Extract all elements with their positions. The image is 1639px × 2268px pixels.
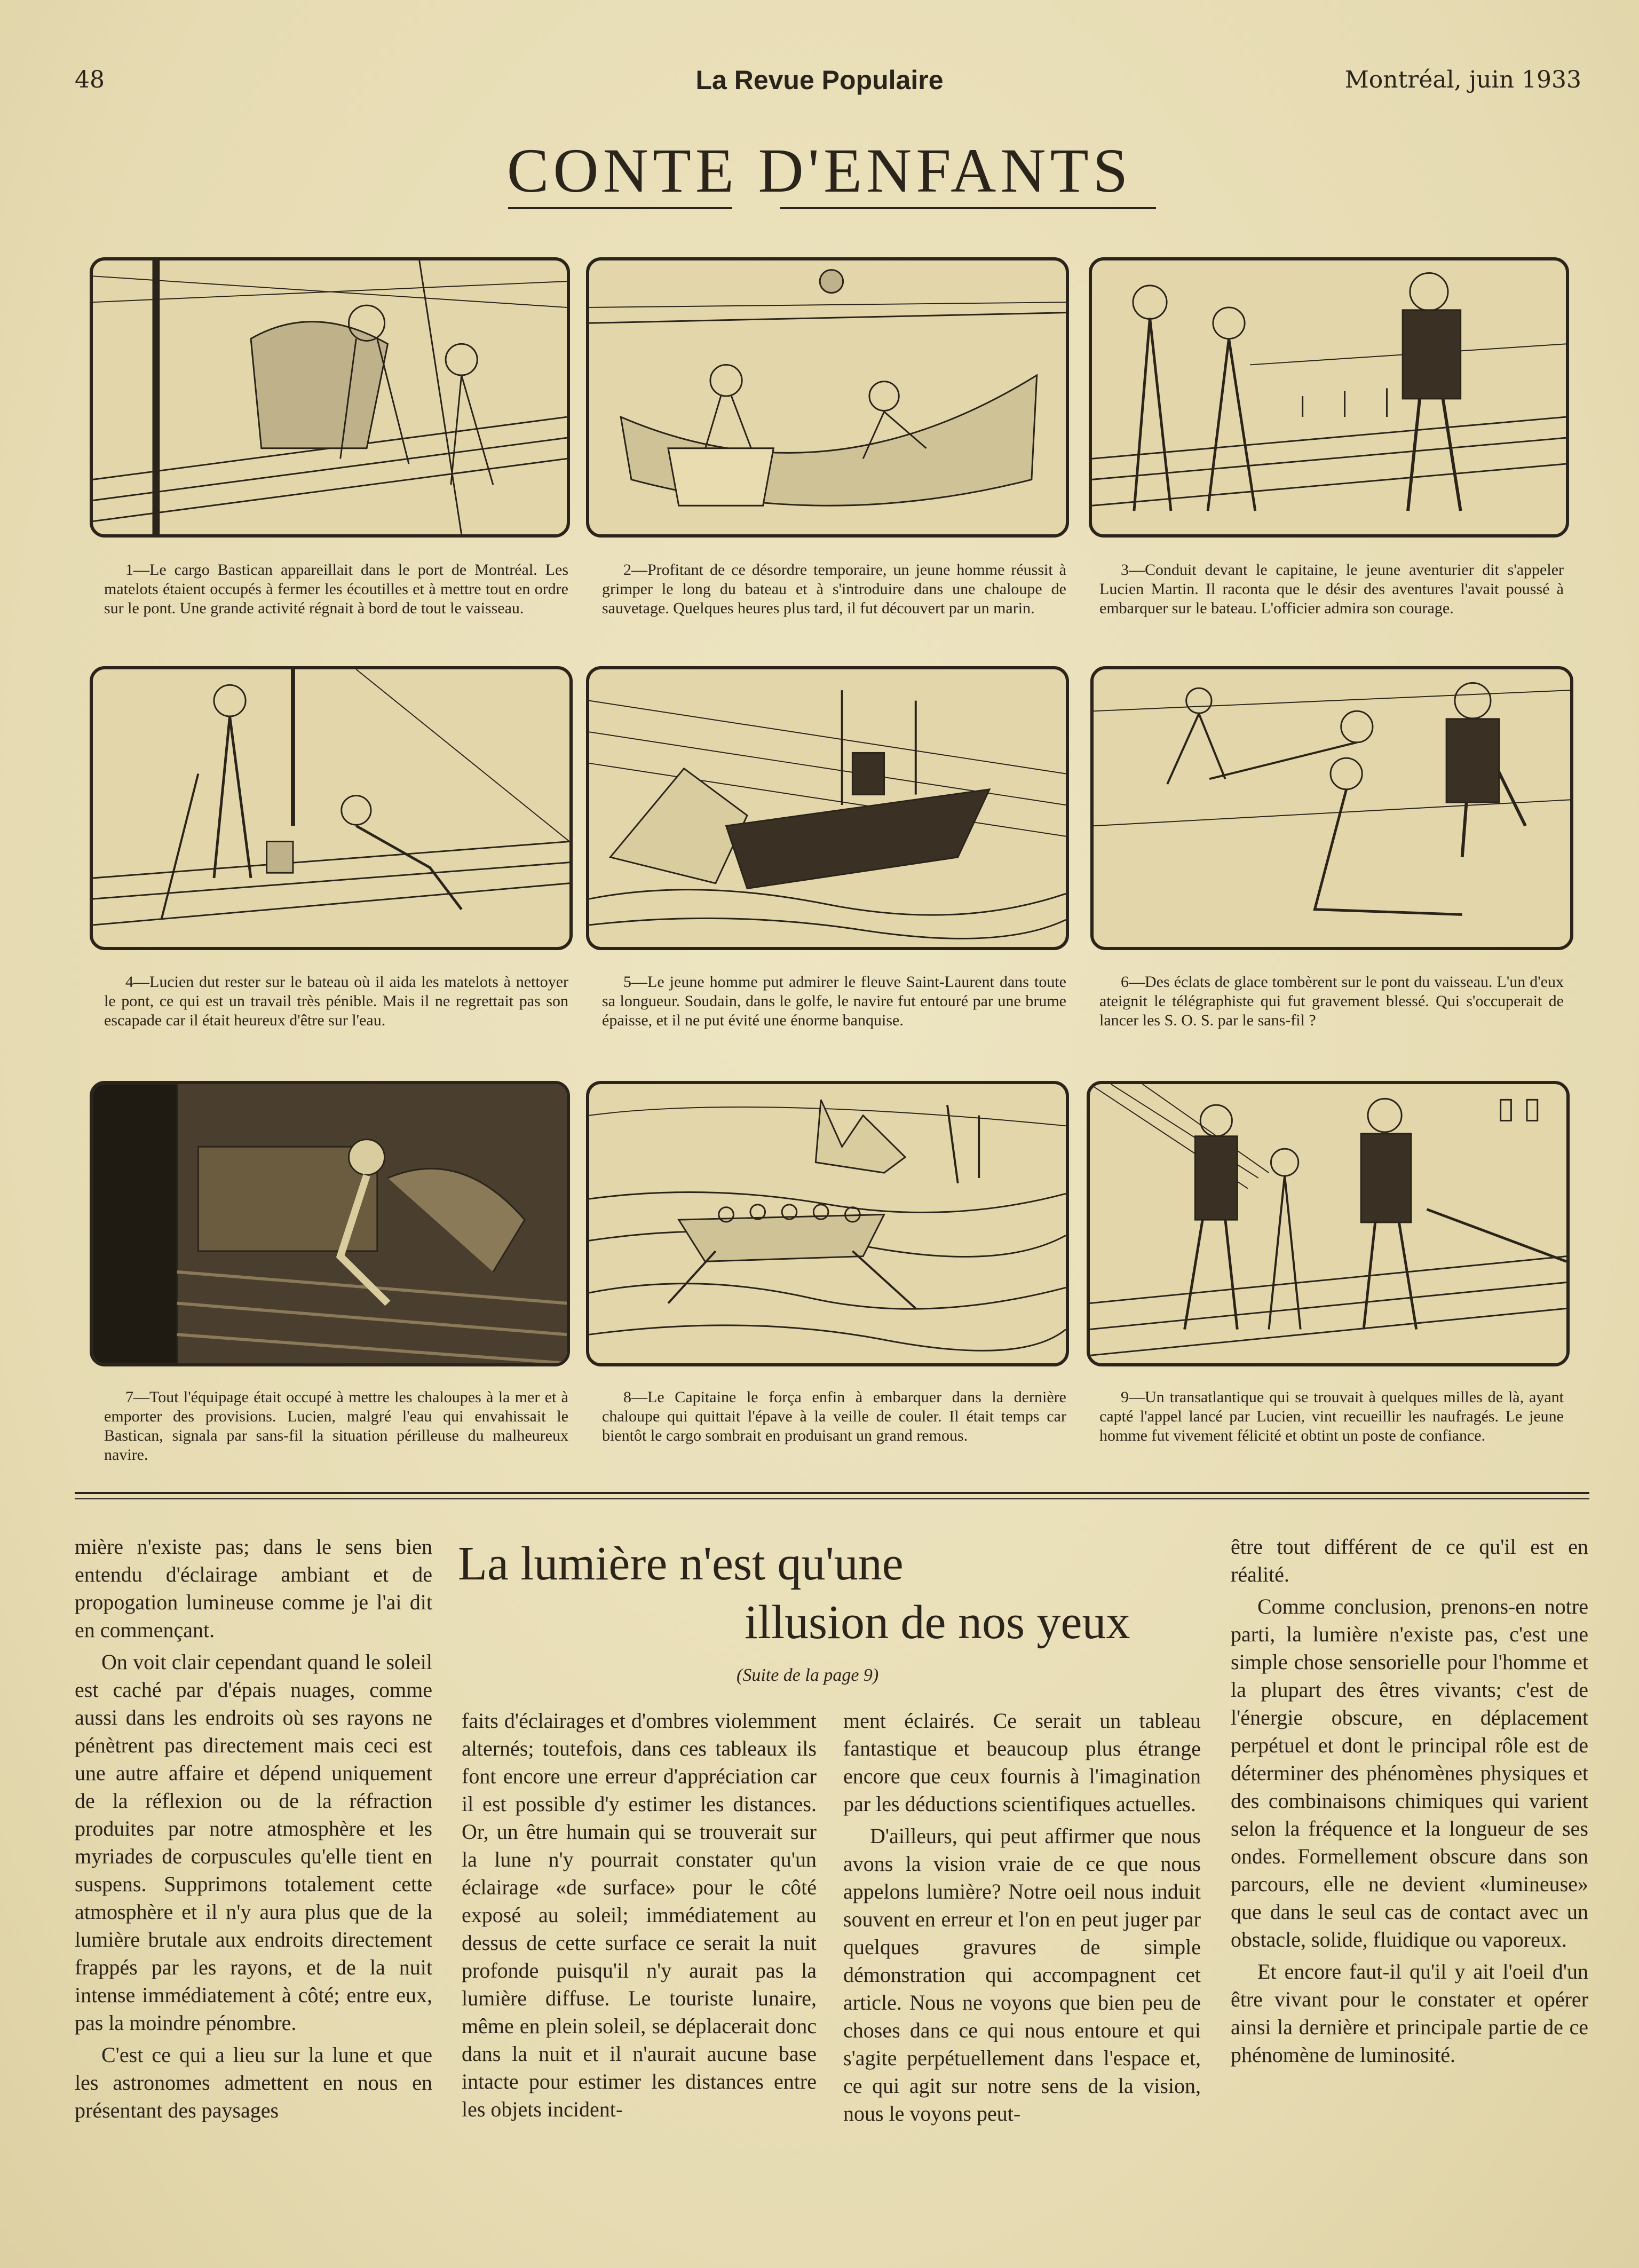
title-underline-left bbox=[508, 207, 732, 209]
illustration-captain-meeting bbox=[1092, 260, 1566, 534]
paragraph: être tout différent de ce qu'il est en réalité. bbox=[1231, 1535, 1588, 1586]
panel-caption-7: 7—Tout l'équipage était occupé à mettre les chaloupes à la mer et à emporter des provisions. Lucien, malgré l'eau qui envahissait le Bastican, signala par sans-fil la situation périlleuse du malheureux navire. bbox=[104, 1388, 568, 1464]
comic-panel-3 bbox=[1089, 257, 1569, 538]
title-underline-right bbox=[780, 207, 1156, 209]
section-divider-top bbox=[75, 1492, 1589, 1494]
article-column-4 bbox=[1231, 1533, 1588, 2069]
paragraph: Et encore faut-il qu'il y ait l'oeil d'un être vivant pour le constater et opérer ainsi la dernière et principale partie de ce phénomène de luminosité. bbox=[1231, 1959, 1588, 2067]
panel-caption-5: 5—Le jeune homme put admirer le fleuve Saint-Laurent dans toute sa longueur. Soudain, dans le golfe, le navire fut entouré par une brume épaisse, et il ne put évité une énorme banquise. bbox=[602, 973, 1066, 1029]
illustration-injured-telegraphist bbox=[1094, 669, 1570, 947]
article-title-line-2: illusion de nos yeux bbox=[745, 1596, 1130, 1649]
article-title-line-1: La lumière n'est qu'une bbox=[458, 1537, 904, 1590]
panel-caption-6: 6—Des éclats de glace tombèrent sur le pont du vaisseau. L'un d'eux ateignit le télégraphiste qui fut gravement blessé. Qui s'occuperait de lancer les S. O. S. par le sans-fil ? bbox=[1099, 973, 1564, 1029]
comic-panel-2 bbox=[586, 257, 1069, 538]
paragraph: On voit clair cependant quand le soleil est caché par d'épais nuages, comme aussi dans les endroits où ses rayons ne pénètrent pas directement mais ceci est une autre affaire et dépend uniquement de la réflexion ou de la réfraction produites par notre atmosphère et les myriades de corpuscules qu'elle tient en suspens. Supprimons totalement cette atmosphère et il n'y aura plus que de la lumière brutale aux endroits directement frappés par les rayons, et de la nuit intense immédiatement à côté; entre eux, pas la moindre pénombre. bbox=[75, 1650, 432, 2035]
issue-date: Montréal, juin 1933 bbox=[1344, 66, 1581, 93]
section-divider-bottom bbox=[75, 1498, 1589, 1499]
illustration-lifeboat bbox=[589, 260, 1066, 534]
comic-panel-5 bbox=[586, 666, 1069, 950]
panel-caption-2: 2—Profitant de ce désordre temporaire, un jeune homme réussit à grimper le long du bateau et à s'introduire dans une chaloupe de sauvetage. Quelques heures plus tard, il fut découvert par un marin. bbox=[602, 561, 1066, 617]
panel-caption-3: 3—Conduit devant le capitaine, le jeune aventurier dit s'appeler Lucien Martin. Il raconta que le désir des aventures l'avait poussé à embarquer sur le bateau. L'officier admira son courage. bbox=[1099, 561, 1564, 617]
illustration-radio-room bbox=[93, 1084, 567, 1363]
paragraph: ment éclairés. Ce serait un tableau fantastique et beaucoup plus étrange encore que ceux fournis à l'imagination par les déductions scientifiques actuelles. bbox=[843, 1709, 1201, 1816]
paragraph: Comme conclusion, prenons-en notre parti, la lumière n'existe pas, c'est une simple chose sensorielle pour l'homme et la plupart des êtres vivants; c'est de l'énergie obscure, en déplacement perpétuel et dont le principal rôle est de déterminer des phénomènes physiques et des combinaisons chimiques qui varient selon la fréquence et la longueur de ses ondes. Formellement obscure dans son parcours, elle ne devient «lumineuse» que dans le seul cas de contact avec un obstacle, solide, fluidique ou vaporeux. bbox=[1231, 1594, 1588, 1951]
panel-caption-9: 9—Un transatlantique qui se trouvait à quelques milles de là, ayant capté l'appel lancé par Lucien, vint recueillir les naufragés. Le jeune homme fut vivement félicité et obtint un poste de confiance. bbox=[1099, 1388, 1564, 1444]
paragraph: C'est ce qui a lieu sur la lune et que les astronomes admettent en nous en présentant des paysages bbox=[75, 2043, 432, 2122]
paragraph: mière n'existe pas; dans le sens bien entendu d'éclairage ambiant et de propogation lumineuse comme je l'ai dit en commençant. bbox=[75, 1535, 432, 1642]
comic-panel-1 bbox=[90, 257, 570, 538]
comic-panel-8 bbox=[586, 1081, 1069, 1366]
comic-panel-7 bbox=[90, 1081, 570, 1366]
paragraph: faits d'éclairages et d'ombres violemment alternés; toutefois, dans ces tableaux ils font encore une erreur d'appréciation car il est possible d'y estimer les distances. Or, un être humain qui se trouverait sur la lune n'y pourrait constater qu'un éclairage «de surface» pour le côté exposé au soleil; immédiatement au dessus de cette surface ce serait la nuit profonde puisqu'il n'y aurait pas la lumière diffuse. Le touriste lunaire, même en plein soleil, se déplacerait donc dans la nuit et il n'aurait aucune base intacte pour estimer les distances entre les objets incident- bbox=[462, 1709, 817, 2121]
panel-caption-1: 1—Le cargo Bastican appareillait dans le port de Montréal. Les matelots étaient occupés à fermer les écoutilles et à mettre tout en ordre sur le pont. Une grande activité régnait à bord de tout le vaisseau. bbox=[104, 561, 568, 617]
paragraph: D'ailleurs, qui peut affirmer que nous avons la vision vraie de ce que nous appelons lumière? Notre oeil nous induit souvent en erreur et l'on en peut juger par quelques gravures de simple démonstration qui accompagnent cet article. Nous ne voyons que bien peu de choses dans ce qui nous entoure et qui s'agite perpétuellement dans l'espace et, ce qui agit sur notre sens de la vision, nous le voyons peut- bbox=[843, 1824, 1201, 2125]
illustration-rescue-ship bbox=[1090, 1084, 1566, 1363]
panel-caption-8: 8—Le Capitaine le força enfin à embarquer dans la dernière chaloupe qui quittait l'épave à la veille de couler. Il était temps car bientôt le cargo sombrait en produisant un grand remous. bbox=[602, 1388, 1066, 1444]
panel-caption-4: 4—Lucien dut rester sur le bateau où il aida les matelots à nettoyer le pont, ce qui est un travail très pénible. Mais il ne regrettait pas son escapade car il était heureux d'être sur l'eau. bbox=[104, 973, 568, 1029]
section-title: CONTE D'ENFANTS bbox=[506, 136, 1133, 206]
comic-panel-9 bbox=[1087, 1081, 1570, 1366]
page-number: 48 bbox=[75, 66, 105, 93]
illustration-scrubbing-deck bbox=[93, 669, 569, 947]
illustration-last-lifeboat bbox=[589, 1084, 1066, 1363]
illustration-ship-iceberg bbox=[589, 669, 1066, 947]
comic-panel-6 bbox=[1090, 666, 1573, 950]
article-column-1 bbox=[75, 1533, 432, 2124]
comic-panel-4 bbox=[90, 666, 573, 950]
illustration-deck-crew bbox=[93, 260, 567, 534]
article-column-3 bbox=[843, 1707, 1201, 2128]
article-column-2 bbox=[462, 1707, 817, 2123]
article-continuation-note: (Suite de la page 9) bbox=[737, 1665, 879, 1685]
magazine-title: La Revue Populaire bbox=[695, 65, 944, 95]
